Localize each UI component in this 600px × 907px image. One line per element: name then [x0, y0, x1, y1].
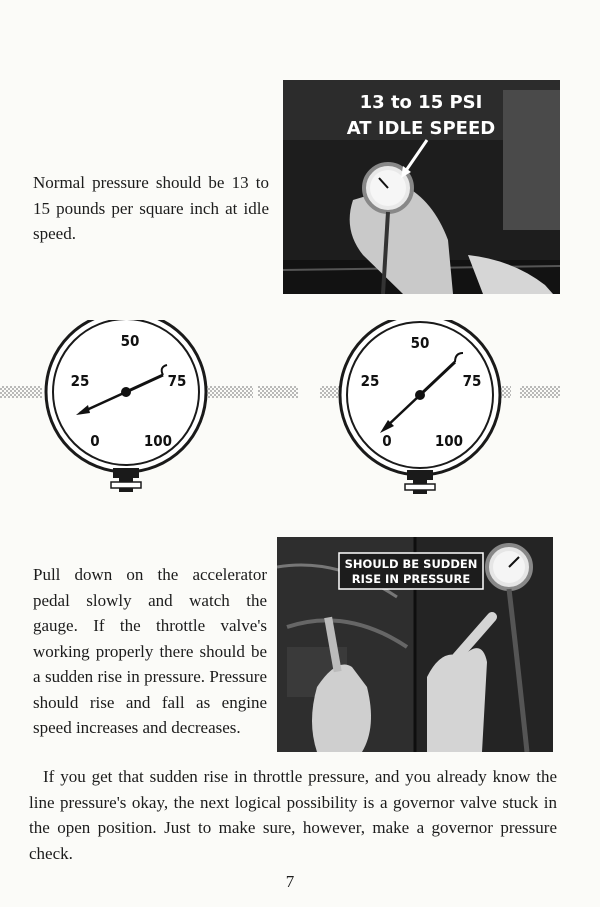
sudden-rise-caption-line1: SHOULD BE SUDDEN: [344, 557, 478, 571]
gauge-right-label-75: 75: [462, 372, 482, 390]
sudden-rise-caption-line2: RISE IN PRESSURE: [351, 572, 471, 586]
gauge-right-label-25: 25: [360, 372, 380, 390]
idle-photo-caption-line2: AT IDLE SPEED: [346, 118, 496, 139]
hose-segment: [258, 386, 298, 398]
idle-pressure-photo: [283, 80, 560, 294]
gauge-right-label-50: 50: [410, 334, 430, 352]
gauge-right-label-100: 100: [434, 432, 464, 450]
intro-paragraph: Normal pressure should be 13 to 15 pounds per square inch at idle speed.: [33, 173, 269, 243]
gauge-right: [340, 320, 500, 494]
gauge-left-label-25: 25: [70, 372, 90, 390]
hose-segment: [207, 386, 253, 398]
gauge-strip: [0, 320, 600, 500]
gauge-right-label-0: 0: [382, 432, 392, 450]
gauge-left-label-0: 0: [90, 432, 100, 450]
gauge-right-fitting: [407, 470, 433, 480]
gauge-left-label-50: 50: [120, 332, 140, 350]
idle-photo-caption-line1: 13 to 15 PSI: [359, 92, 483, 113]
gauge-left-label-75: 75: [167, 372, 187, 390]
gauge-left-fitting: [113, 468, 139, 478]
page-number: 7: [285, 872, 295, 891]
accelerator-paragraph: Pull down on the accelerator pedal slowly and watch the gauge. If the throttle valve's working properly there should be a sudden rise in pressure. Pressure should rise and fall as engine speed increases and decreases.: [33, 565, 267, 737]
gauge-left-label-100: 100: [143, 432, 173, 450]
gauge-left: [46, 320, 206, 492]
sudden-rise-photo: [277, 537, 553, 752]
governor-paragraph: If you get that sudden rise in throttle pressure, and you already know the line pressure's okay, the next logical possibility is a governor valve stuck in the open position. Just to make sure, however, make a governor pressure check.: [29, 767, 557, 863]
hose-segment: [0, 386, 42, 398]
hose-segment: [520, 386, 560, 398]
